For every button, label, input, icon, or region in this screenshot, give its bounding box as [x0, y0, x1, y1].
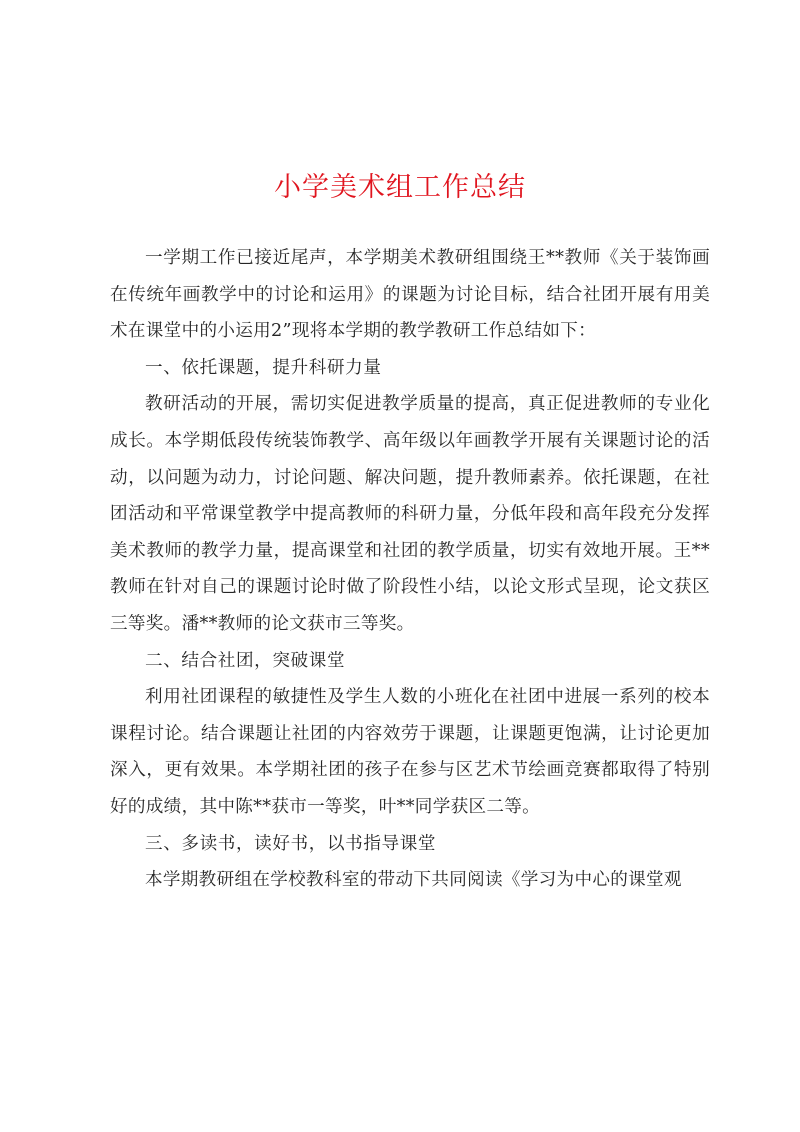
section-body-3: 本学期教研组在学校教科室的带动下共同阅读《学习为中心的课堂观: [145, 870, 682, 891]
document-title: 小学美术组工作总结: [274, 172, 526, 203]
section-body-1: 教研活动的开展，需切实促进教学质量的提高，真正促进教师的专业化成长。本学期低段传统装饰教学、高年级以年画教学开展有关课题讨论的活动，以问题为动力，讨论问题、解决问题，提升教师素养。依托课题，在社团活动和平常课堂教学中提高教师的科研力量，分低年段和高年段充分发挥美术教师的教学力量，提高课堂和社团的教学质量，切实有效地开展。王**教师在针对自己的课题讨论时做了阶段性小结，以论文形式呈现，论文获区三等奖。潘**教师的论文获市三等奖。: [110, 394, 710, 634]
section-heading-1: 一、依托课题，提升科研力量: [145, 357, 382, 378]
document-body: [110, 240, 710, 899]
section-heading-2: 二、结合社团，突破课堂: [145, 650, 346, 671]
section-body-2: 利用社团课程的敏捷性及学生人数的小班化在社团中进展一系列的校本课程讨论。结合课题让社团的内容效劳于课题，让课题更饱满，让讨论更加深入，更有效果。本学期社团的孩子在参与区艺术节绘画竞赛都取得了特别好的成绩，其中陈**获市一等奖，叶**同学获区二等。: [110, 687, 710, 817]
intro-paragraph: 一学期工作已接近尾声，本学期美术教研组围绕王**教师《关于装饰画在传统年画教学中的讨论和运用》的课题为讨论目标，结合社团开展有用美术在课堂中的小运用2”现将本学期的教学教研工作总结如下：: [110, 248, 710, 342]
section-heading-3: 三、多读书，读好书，以书指导课堂: [145, 833, 437, 854]
